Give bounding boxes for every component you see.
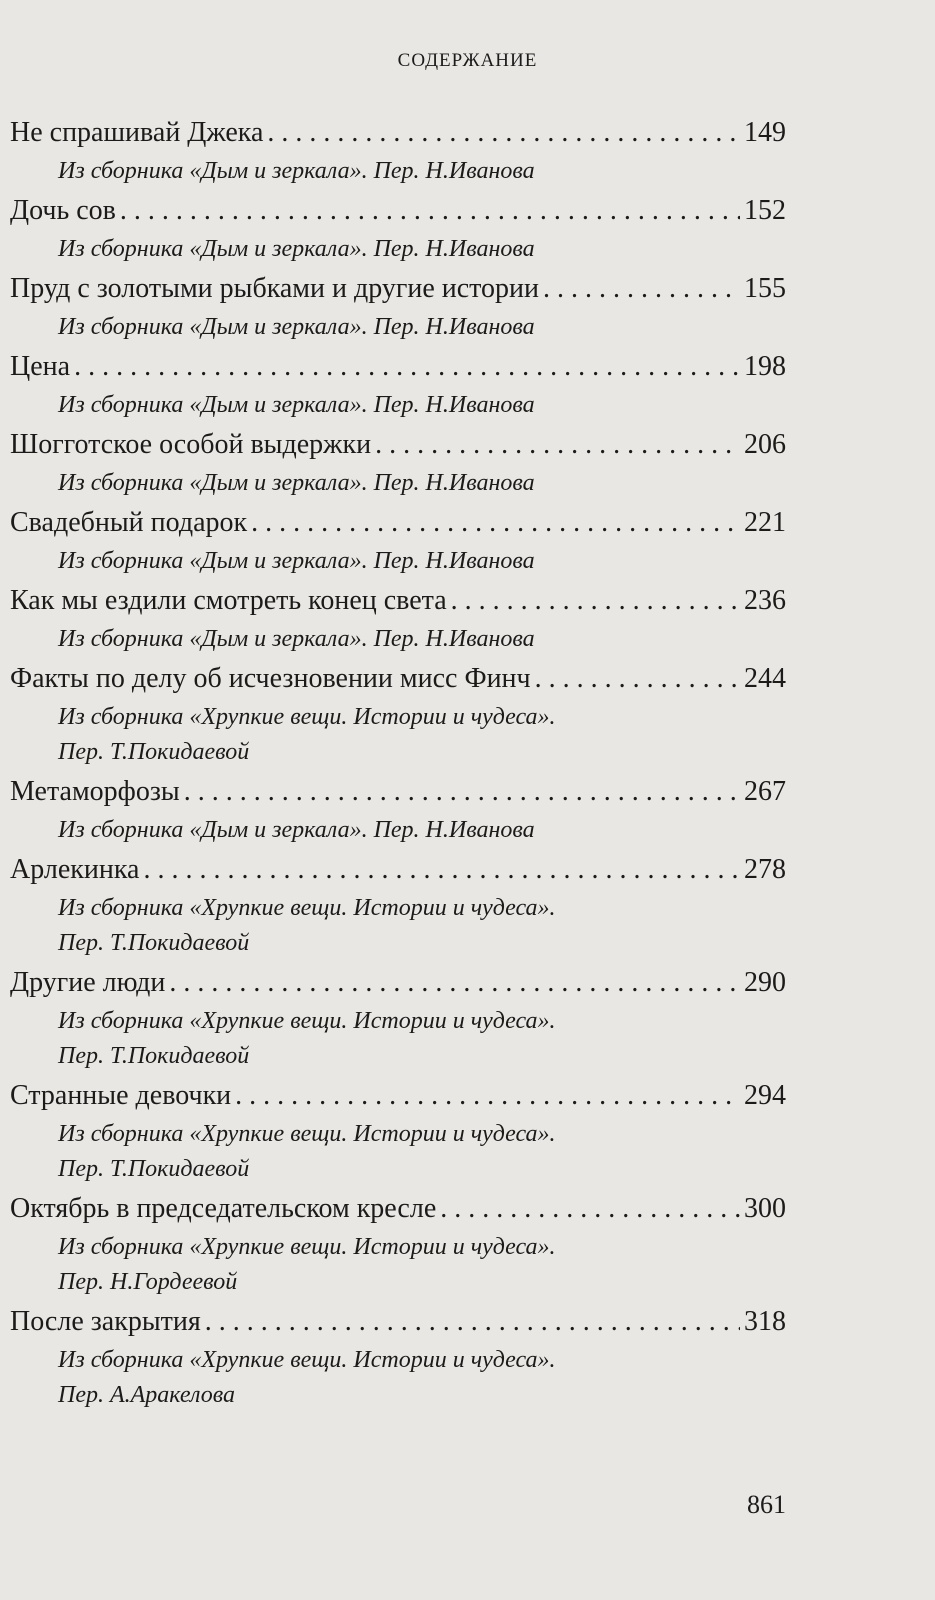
toc-entry-title: Метаморфозы [10, 776, 180, 807]
toc-entry [10, 961, 786, 1074]
toc-entry [10, 770, 786, 848]
toc-entry-source: Из сборника «Хрупкие вещи. Истории и чудеса». [58, 1008, 556, 1034]
toc-entry-title: Факты по делу об исчезновении мисс Финч [10, 663, 531, 694]
dot-leader [74, 345, 740, 388]
toc-entry [10, 111, 786, 189]
dot-leader [440, 1187, 740, 1230]
toc-entry-page: 318 [744, 1306, 786, 1337]
toc-entry-line [10, 579, 786, 622]
toc-entry-source: Из сборника «Дым и зеркала». Пер. Н.Иванова [58, 470, 535, 496]
toc-entry-source: Из сборника «Хрупкие вещи. Истории и чудеса». [58, 895, 556, 921]
toc-entry-source: Из сборника «Хрупкие вещи. Истории и чудеса». [58, 704, 556, 730]
toc-entry-source: Из сборника «Хрупкие вещи. Истории и чудеса». [58, 1347, 556, 1373]
toc-entry-line [10, 1187, 786, 1230]
toc-entry-page: 244 [744, 663, 786, 694]
dot-leader [375, 423, 740, 466]
toc-entry-source: Пер. Т.Покидаевой [58, 930, 250, 956]
toc-entry-source: Пер. Т.Покидаевой [58, 739, 250, 765]
toc-entry [10, 1074, 786, 1187]
toc-entry-source: Из сборника «Дым и зеркала». Пер. Н.Иванова [58, 236, 535, 262]
toc-entry-line [10, 423, 786, 466]
toc-entry-line [10, 267, 786, 310]
toc-entry-line [10, 657, 786, 700]
toc-entry-title: Арлекинка [10, 854, 140, 885]
toc-entry-title: Другие люди [10, 967, 166, 998]
dot-leader [267, 111, 740, 154]
dot-leader [451, 579, 740, 622]
toc-entry-page: 267 [744, 776, 786, 807]
dot-leader [543, 267, 740, 310]
toc-entry-source: Пер. Т.Покидаевой [58, 1043, 250, 1069]
toc-entry-line [10, 501, 786, 544]
dot-leader [169, 961, 740, 1004]
toc-entry-title: Дочь сов [10, 195, 116, 226]
toc-entry-title: Странные девочки [10, 1080, 232, 1111]
toc-entry-line [10, 961, 786, 1004]
dot-leader [251, 501, 740, 544]
toc-entry-title: Октябрь в председательском кресле [10, 1193, 437, 1224]
dot-leader [535, 657, 740, 700]
toc-entry [10, 848, 786, 961]
toc-entry [10, 1187, 786, 1300]
toc-entry-source: Из сборника «Дым и зеркала». Пер. Н.Иванова [58, 626, 535, 652]
toc-entry-source: Из сборника «Дым и зеркала». Пер. Н.Иванова [58, 392, 535, 418]
toc-entry [10, 501, 786, 579]
toc-entry-line [10, 848, 786, 891]
toc-entry-source: Пер. А.Аракелова [58, 1382, 235, 1408]
page-header: СОДЕРЖАНИЕ [397, 50, 538, 71]
toc-entry-page: 149 [744, 117, 786, 148]
toc-entry-page: 155 [744, 273, 786, 304]
toc-entry [10, 423, 786, 501]
toc-entry-source: Из сборника «Дым и зеркала». Пер. Н.Иванова [58, 817, 535, 843]
dot-leader [120, 189, 740, 232]
toc-entry-line [10, 1300, 786, 1343]
toc-entry-line [10, 189, 786, 232]
toc-entry-title: Цена [10, 351, 71, 382]
toc-entry-page: 300 [744, 1193, 786, 1224]
toc-entry-line [10, 770, 786, 813]
toc-entry-source: Пер. Т.Покидаевой [58, 1156, 250, 1182]
toc-entry [10, 579, 786, 657]
toc-entry-source: Из сборника «Дым и зеркала». Пер. Н.Иванова [58, 158, 535, 184]
toc-entry [10, 1300, 786, 1413]
toc-entry [10, 345, 786, 423]
toc-entry [10, 267, 786, 345]
toc-entry [10, 657, 786, 770]
toc-entry-title: Пруд с золотыми рыбками и другие истории [10, 273, 540, 304]
toc-entry-page: 152 [744, 195, 786, 226]
toc-entry-line [10, 111, 786, 154]
toc-entry-page: 206 [744, 429, 786, 460]
toc-entry [10, 189, 786, 267]
toc-entry-title: Шогготское особой выдержки [10, 429, 372, 460]
dot-leader [184, 770, 740, 813]
toc-entry-source: Из сборника «Дым и зеркала». Пер. Н.Иванова [58, 548, 535, 574]
dot-leader [143, 848, 740, 891]
toc-entry-source: Из сборника «Хрупкие вещи. Истории и чудеса». [58, 1234, 556, 1260]
toc-entry-page: 198 [744, 351, 786, 382]
toc-entry-page: 221 [744, 507, 786, 538]
toc-entry-source: Из сборника «Дым и зеркала». Пер. Н.Иванова [58, 314, 535, 340]
dot-leader [235, 1074, 740, 1117]
toc-entry-source: Из сборника «Хрупкие вещи. Истории и чудеса». [58, 1121, 556, 1147]
toc-entry-source: Пер. Н.Гордеевой [58, 1269, 238, 1295]
toc-entry-title: Не спрашивай Джека [10, 117, 264, 148]
toc-entry-page: 290 [744, 967, 786, 998]
toc-entry-page: 236 [744, 585, 786, 616]
toc-entry-line [10, 345, 786, 388]
toc-entry-page: 278 [744, 854, 786, 885]
page-number: 861 [747, 1490, 786, 1519]
toc-entry-page: 294 [744, 1080, 786, 1111]
toc-entry-title: Свадебный подарок [10, 507, 248, 538]
dot-leader [205, 1300, 740, 1343]
toc-entry-title: Как мы ездили смотреть конец света [10, 585, 447, 616]
toc-entry-title: После закрытия [10, 1306, 201, 1337]
table-of-contents [10, 111, 786, 1413]
toc-entry-line [10, 1074, 786, 1117]
